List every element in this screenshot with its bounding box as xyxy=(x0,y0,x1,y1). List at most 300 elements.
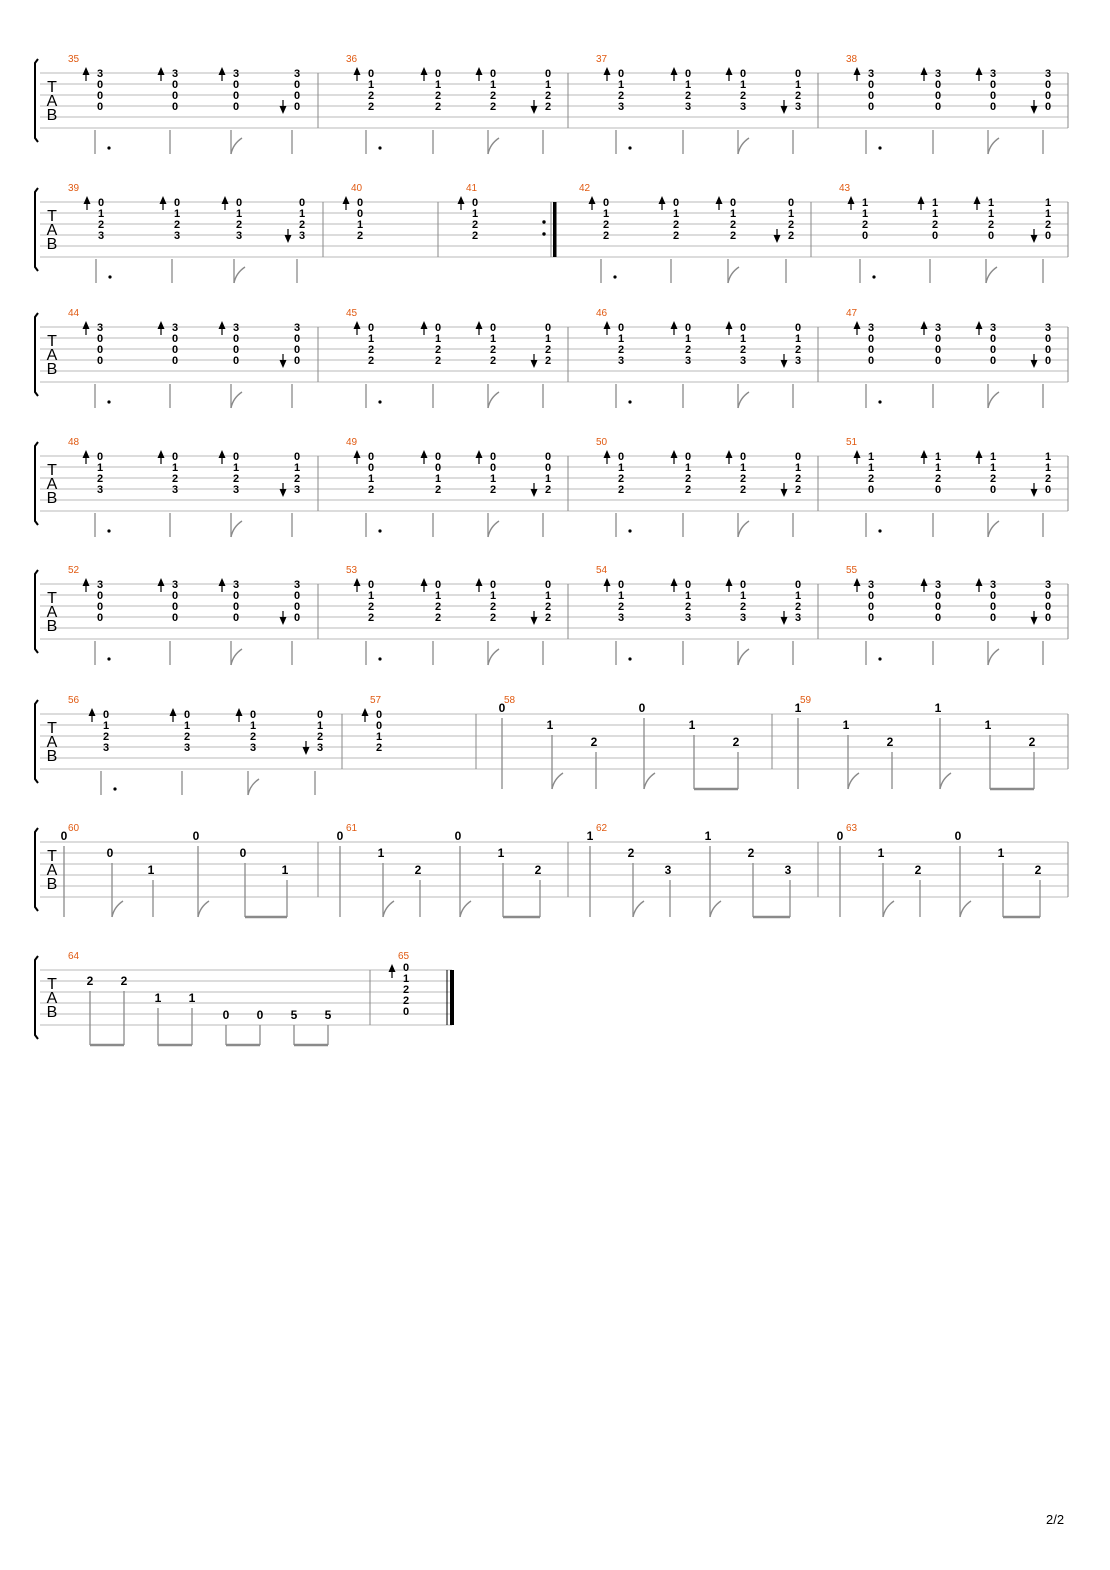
tab-fret-number: 2 xyxy=(544,90,552,102)
tab-fret-number: 3 xyxy=(989,322,997,334)
dotted-rhythm-dot xyxy=(378,146,381,149)
tab-fret-number: 2 xyxy=(120,974,128,988)
tab-fret-number: 1 xyxy=(672,208,680,220)
tab-fret-number: 0 xyxy=(1044,601,1052,613)
tab-fret-number: 0 xyxy=(1044,344,1052,356)
eighth-flag xyxy=(644,773,655,789)
tab-fret-number: 3 xyxy=(1044,579,1052,591)
system-bracket xyxy=(35,956,38,1039)
tab-fret-number: 1 xyxy=(861,197,869,209)
tab-fret-number: 0 xyxy=(1044,484,1052,496)
tab-fret-number: 0 xyxy=(367,68,375,80)
tab-clef-letter: A xyxy=(46,222,58,239)
measure-number: 52 xyxy=(68,565,80,576)
tab-fret-number: 0 xyxy=(867,601,875,613)
tab-fret-number: 2 xyxy=(672,219,680,231)
tab-fret-number: 2 xyxy=(672,230,680,242)
tab-fret-number: 0 xyxy=(934,101,942,113)
tab-fret-number: 0 xyxy=(861,230,869,242)
tab-fret-number: 0 xyxy=(989,590,997,602)
strum-up-arrow-icon xyxy=(671,321,678,329)
tab-fret-number: 1 xyxy=(489,79,497,91)
tab-fret-number: 0 xyxy=(867,484,875,496)
strum-up-arrow-icon xyxy=(158,578,165,586)
tab-fret-number: 0 xyxy=(434,462,442,474)
tab-fret-number: 0 xyxy=(102,709,110,721)
tab-fret-number: 0 xyxy=(173,197,181,209)
strum-up-arrow-icon xyxy=(604,450,611,458)
tab-fret-number: 1 xyxy=(188,991,196,1005)
dotted-rhythm-dot xyxy=(107,657,110,660)
measure-number: 64 xyxy=(68,951,80,962)
tab-fret-number: 0 xyxy=(402,1006,410,1018)
tab-fret-number: 0 xyxy=(336,829,344,843)
tab-fret-number: 1 xyxy=(367,79,375,91)
tab-fret-number: 0 xyxy=(60,829,68,843)
tab-fret-number: 2 xyxy=(729,230,737,242)
tab-fret-number: 2 xyxy=(86,974,94,988)
tab-fret-number: 2 xyxy=(489,612,497,624)
tab-fret-number: 2 xyxy=(356,230,364,242)
strum-up-arrow-icon xyxy=(354,321,361,329)
tab-fret-number: 2 xyxy=(489,90,497,102)
tab-fret-number: 0 xyxy=(356,197,364,209)
tab-fret-number: 0 xyxy=(232,601,240,613)
tab-fret-number: 1 xyxy=(96,462,104,474)
strum-down-arrow-icon xyxy=(781,617,788,625)
tab-fret-number: 2 xyxy=(931,219,939,231)
tab-fret-number: 0 xyxy=(293,90,301,102)
tab-fret-number: 0 xyxy=(489,579,497,591)
eighth-flag xyxy=(234,267,245,283)
measure-number: 53 xyxy=(346,565,358,576)
tab-fret-number: 0 xyxy=(256,1008,264,1022)
tab-fret-number: 2 xyxy=(617,601,625,613)
tab-fret-number: 3 xyxy=(934,322,942,334)
tab-fret-number: 2 xyxy=(434,612,442,624)
tab-fret-number: 2 xyxy=(739,601,747,613)
tab-fret-number: 2 xyxy=(794,473,802,485)
measure-number: 50 xyxy=(596,437,608,448)
tab-clef-letter: T xyxy=(47,976,57,993)
system-bracket xyxy=(35,570,38,653)
tab-fret-number: 2 xyxy=(402,995,410,1007)
strum-up-arrow-icon xyxy=(354,67,361,75)
dotted-rhythm-dot xyxy=(108,275,111,278)
strum-up-arrow-icon xyxy=(671,450,678,458)
tab-fret-number: 0 xyxy=(739,68,747,80)
eighth-flag xyxy=(460,901,471,917)
strum-down-arrow-icon xyxy=(531,360,538,368)
tab-fret-number: 0 xyxy=(232,355,240,367)
tab-fret-number: 2 xyxy=(375,742,383,754)
tab-fret-number: 3 xyxy=(232,68,240,80)
tab-clef-letter: A xyxy=(46,990,58,1007)
strum-up-arrow-icon xyxy=(219,578,226,586)
tab-fret-number: 0 xyxy=(989,484,997,496)
strum-up-arrow-icon xyxy=(84,196,91,204)
strum-up-arrow-icon xyxy=(854,321,861,329)
strum-up-arrow-icon xyxy=(219,321,226,329)
tab-fret-number: 2 xyxy=(293,473,301,485)
tab-fret-number: 2 xyxy=(489,344,497,356)
tab-fret-number: 0 xyxy=(96,79,104,91)
tab-fret-number: 3 xyxy=(235,230,243,242)
tab-fret-number: 5 xyxy=(324,1008,332,1022)
system-bracket xyxy=(35,442,38,525)
tab-fret-number: 0 xyxy=(171,590,179,602)
tab-fret-number: 2 xyxy=(729,219,737,231)
strum-up-arrow-icon xyxy=(236,708,243,716)
tab-fret-number: 0 xyxy=(934,601,942,613)
eighth-flag xyxy=(728,267,739,283)
repeat-dot xyxy=(542,220,545,223)
tab-fret-number: 1 xyxy=(367,590,375,602)
tab-fret-number: 2 xyxy=(489,601,497,613)
tab-fret-number: 0 xyxy=(934,344,942,356)
tab-fret-number: 0 xyxy=(544,322,552,334)
tab-fret-number: 2 xyxy=(434,101,442,113)
tab-fret-number: 0 xyxy=(1044,590,1052,602)
strum-down-arrow-icon xyxy=(285,235,292,243)
tab-fret-number: 1 xyxy=(375,731,383,743)
tab-fret-number: 0 xyxy=(192,829,200,843)
eighth-flag xyxy=(248,779,259,795)
tab-fret-number: 0 xyxy=(96,90,104,102)
tab-fret-number: 3 xyxy=(867,68,875,80)
tab-fret-number: 0 xyxy=(471,197,479,209)
tab-clef-letter: B xyxy=(46,361,58,378)
tab-fret-number: 1 xyxy=(617,590,625,602)
tab-fret-number: 0 xyxy=(1044,230,1052,242)
tab-fret-number: 1 xyxy=(934,451,942,463)
strum-up-arrow-icon xyxy=(219,67,226,75)
tab-clef-letter: T xyxy=(47,720,57,737)
tab-fret-number: 3 xyxy=(617,612,625,624)
tab-fret-number: 0 xyxy=(434,579,442,591)
eighth-flag xyxy=(552,773,563,789)
tab-fret-number: 0 xyxy=(544,68,552,80)
tab-fret-number: 0 xyxy=(367,462,375,474)
tab-fret-number: 3 xyxy=(171,68,179,80)
tab-fret-number: 0 xyxy=(989,333,997,345)
tab-fret-number: 0 xyxy=(934,484,942,496)
tab-fret-number: 3 xyxy=(784,863,792,877)
tab-fret-number: 1 xyxy=(617,462,625,474)
dotted-rhythm-dot xyxy=(628,529,631,532)
tab-fret-number: 1 xyxy=(931,197,939,209)
eighth-flag xyxy=(738,138,749,154)
strum-down-arrow-icon xyxy=(1031,360,1038,368)
tab-clef-letter: T xyxy=(47,848,57,865)
tab-fret-number: 1 xyxy=(1044,462,1052,474)
tab-fret-number: 1 xyxy=(367,333,375,345)
strum-up-arrow-icon xyxy=(726,67,733,75)
tab-fret-number: 1 xyxy=(877,846,885,860)
tab-fret-number: 2 xyxy=(861,219,869,231)
strum-down-arrow-icon xyxy=(1031,617,1038,625)
measure-number: 57 xyxy=(370,695,382,706)
tab-fret-number: 2 xyxy=(171,473,179,485)
tab-fret-number: 1 xyxy=(987,197,995,209)
tab-fret-number: 3 xyxy=(232,322,240,334)
tab-fret-number: 0 xyxy=(617,322,625,334)
eighth-flag xyxy=(231,649,242,665)
strum-up-arrow-icon xyxy=(659,196,666,204)
tab-fret-number: 3 xyxy=(293,322,301,334)
tab-fret-number: 0 xyxy=(489,462,497,474)
measure-number: 39 xyxy=(68,183,80,194)
tab-fret-number: 3 xyxy=(171,322,179,334)
tab-fret-number: 0 xyxy=(684,322,692,334)
tab-fret-number: 0 xyxy=(954,829,962,843)
strum-up-arrow-icon xyxy=(362,708,369,716)
tab-fret-number: 3 xyxy=(293,68,301,80)
eighth-flag xyxy=(488,649,499,665)
tab-fret-number: 0 xyxy=(934,333,942,345)
dotted-rhythm-dot xyxy=(378,657,381,660)
tab-fret-number: 1 xyxy=(987,208,995,220)
system-bracket xyxy=(35,188,38,271)
strum-up-arrow-icon xyxy=(921,450,928,458)
strum-up-arrow-icon xyxy=(854,67,861,75)
tab-fret-number: 3 xyxy=(617,355,625,367)
tab-fret-number: 2 xyxy=(249,731,257,743)
tab-fret-number: 0 xyxy=(867,333,875,345)
tab-fret-number: 0 xyxy=(375,709,383,721)
measure-number: 42 xyxy=(579,183,591,194)
tab-fret-number: 2 xyxy=(434,484,442,496)
eighth-flag xyxy=(231,521,242,537)
tab-fret-number: 1 xyxy=(989,462,997,474)
tab-clef-letter: B xyxy=(46,748,58,765)
tab-fret-number: 0 xyxy=(989,90,997,102)
tab-fret-number: 0 xyxy=(232,333,240,345)
strum-down-arrow-icon xyxy=(781,106,788,114)
eighth-flag xyxy=(488,392,499,408)
strum-up-arrow-icon xyxy=(589,196,596,204)
tab-fret-number: 3 xyxy=(96,68,104,80)
tab-fret-number: 3 xyxy=(794,355,802,367)
tab-fret-number: 0 xyxy=(489,322,497,334)
measure-number: 58 xyxy=(504,695,516,706)
tab-fret-number: 5 xyxy=(290,1008,298,1022)
strum-up-arrow-icon xyxy=(976,67,983,75)
tab-fret-number: 2 xyxy=(684,90,692,102)
strum-down-arrow-icon xyxy=(280,617,287,625)
tab-fret-number: 1 xyxy=(867,451,875,463)
tab-fret-number: 1 xyxy=(739,462,747,474)
tab-fret-number: 2 xyxy=(367,484,375,496)
tab-fret-number: 0 xyxy=(934,90,942,102)
tab-fret-number: 2 xyxy=(787,230,795,242)
tab-fret-number: 3 xyxy=(1044,68,1052,80)
eighth-flag xyxy=(710,901,721,917)
tab-fret-number: 0 xyxy=(1044,355,1052,367)
tab-fret-number: 2 xyxy=(298,219,306,231)
tab-fret-number: 2 xyxy=(367,612,375,624)
strum-up-arrow-icon xyxy=(726,450,733,458)
tab-fret-number: 3 xyxy=(183,742,191,754)
tab-fret-number: 0 xyxy=(934,355,942,367)
tab-fret-number: 0 xyxy=(867,90,875,102)
tab-clef-letter: T xyxy=(47,208,57,225)
eighth-flag xyxy=(960,901,971,917)
tab-fret-number: 1 xyxy=(434,590,442,602)
tab-fret-number: 0 xyxy=(794,68,802,80)
eighth-flag xyxy=(633,901,644,917)
eighth-flag xyxy=(383,901,394,917)
eighth-flag xyxy=(488,138,499,154)
tab-fret-number: 1 xyxy=(794,79,802,91)
measure-number: 49 xyxy=(346,437,358,448)
tab-fret-number: 0 xyxy=(171,601,179,613)
tab-fret-number: 0 xyxy=(867,612,875,624)
tab-fret-number: 0 xyxy=(617,68,625,80)
tab-fret-number: 1 xyxy=(688,718,696,732)
tab-fret-number: 2 xyxy=(235,219,243,231)
tab-fret-number: 0 xyxy=(293,355,301,367)
tab-fret-number: 2 xyxy=(914,863,922,877)
strum-down-arrow-icon xyxy=(1031,106,1038,114)
final-barline-thick xyxy=(450,970,454,1025)
tab-fret-number: 0 xyxy=(293,101,301,113)
tab-fret-number: 2 xyxy=(96,473,104,485)
tab-fret-number: 2 xyxy=(886,735,894,749)
tab-fret-number: 2 xyxy=(794,344,802,356)
tab-fret-number: 2 xyxy=(934,473,942,485)
strum-up-arrow-icon xyxy=(976,578,983,586)
tab-fret-number: 0 xyxy=(794,451,802,463)
strum-down-arrow-icon xyxy=(280,360,287,368)
system-bracket xyxy=(35,828,38,911)
eighth-flag xyxy=(112,901,123,917)
strum-down-arrow-icon xyxy=(531,106,538,114)
tab-fret-number: 3 xyxy=(684,355,692,367)
tab-fret-number: 2 xyxy=(1028,735,1036,749)
strum-down-arrow-icon xyxy=(280,489,287,497)
tab-fret-number: 2 xyxy=(602,219,610,231)
tab-fret-number: 0 xyxy=(739,322,747,334)
tab-fret-number: 3 xyxy=(684,101,692,113)
tab-fret-number: 2 xyxy=(739,90,747,102)
tab-fret-number: 3 xyxy=(739,612,747,624)
tab-fret-number: 0 xyxy=(232,344,240,356)
tab-clef-letter: T xyxy=(47,333,57,350)
measure-number: 63 xyxy=(846,823,858,834)
tab-fret-number: 2 xyxy=(787,219,795,231)
tab-fret-number: 2 xyxy=(794,484,802,496)
tab-fret-number: 2 xyxy=(987,219,995,231)
tab-fret-number: 1 xyxy=(602,208,610,220)
tab-fret-number: 2 xyxy=(739,484,747,496)
tab-fret-number: 0 xyxy=(367,451,375,463)
tab-fret-number: 0 xyxy=(96,451,104,463)
tab-fret-number: 1 xyxy=(842,718,850,732)
tab-fret-number: 0 xyxy=(222,1008,230,1022)
strum-up-arrow-icon xyxy=(476,67,483,75)
tab-fret-number: 1 xyxy=(931,208,939,220)
tab-fret-number: 3 xyxy=(739,355,747,367)
strum-down-arrow-icon xyxy=(531,489,538,497)
dotted-rhythm-dot xyxy=(878,146,881,149)
tab-fret-number: 1 xyxy=(249,720,257,732)
dotted-rhythm-dot xyxy=(878,529,881,532)
strum-up-arrow-icon xyxy=(604,578,611,586)
tab-fret-number: 0 xyxy=(867,590,875,602)
tab-fret-number: 2 xyxy=(402,984,410,996)
tab-fret-number: 0 xyxy=(989,355,997,367)
strum-up-arrow-icon xyxy=(222,196,229,204)
tab-fret-number: 0 xyxy=(867,355,875,367)
tab-fret-number: 1 xyxy=(316,720,324,732)
measure-number: 44 xyxy=(68,308,80,319)
tab-fret-number: 2 xyxy=(367,344,375,356)
tab-fret-number: 1 xyxy=(434,473,442,485)
tab-fret-number: 3 xyxy=(934,579,942,591)
strum-down-arrow-icon xyxy=(303,747,310,755)
eighth-flag xyxy=(988,521,999,537)
measure-number: 60 xyxy=(68,823,80,834)
tab-fret-number: 0 xyxy=(987,230,995,242)
tab-fret-number: 0 xyxy=(171,344,179,356)
tab-fret-number: 0 xyxy=(232,590,240,602)
tab-fret-number: 3 xyxy=(249,742,257,754)
tab-fret-number: 2 xyxy=(684,484,692,496)
tab-clef-letter: A xyxy=(46,862,58,879)
tab-fret-number: 1 xyxy=(617,79,625,91)
measure-number: 55 xyxy=(846,565,858,576)
tab-fret-number: 2 xyxy=(173,219,181,231)
dotted-rhythm-dot xyxy=(613,275,616,278)
tab-fret-number: 0 xyxy=(617,451,625,463)
strum-up-arrow-icon xyxy=(604,67,611,75)
tab-fret-number: 1 xyxy=(235,208,243,220)
tab-fret-number: 3 xyxy=(664,863,672,877)
strum-up-arrow-icon xyxy=(458,196,465,204)
tab-fret-number: 1 xyxy=(489,333,497,345)
dotted-rhythm-dot xyxy=(628,657,631,660)
eighth-flag xyxy=(738,392,749,408)
tab-fret-number: 1 xyxy=(434,79,442,91)
tab-fret-number: 3 xyxy=(96,484,104,496)
strum-up-arrow-icon xyxy=(918,196,925,204)
tab-fret-number: 1 xyxy=(489,473,497,485)
tab-fret-number: 2 xyxy=(544,612,552,624)
tab-clef-letter: B xyxy=(46,490,58,507)
tab-fret-number: 0 xyxy=(454,829,462,843)
strum-up-arrow-icon xyxy=(219,450,226,458)
dotted-rhythm-dot xyxy=(628,146,631,149)
tab-fret-number: 0 xyxy=(171,79,179,91)
tab-fret-number: 3 xyxy=(989,579,997,591)
tab-fret-number: 1 xyxy=(729,208,737,220)
strum-up-arrow-icon xyxy=(421,321,428,329)
eighth-flag xyxy=(883,901,894,917)
measure-number: 47 xyxy=(846,308,858,319)
tab-fret-number: 0 xyxy=(375,720,383,732)
tab-fret-number: 1 xyxy=(544,590,552,602)
tab-fret-number: 0 xyxy=(489,68,497,80)
dotted-rhythm-dot xyxy=(107,146,110,149)
tab-fret-number: 0 xyxy=(989,101,997,113)
tab-fret-number: 1 xyxy=(1044,197,1052,209)
tab-fret-number: 3 xyxy=(171,579,179,591)
tab-fret-number: 0 xyxy=(867,79,875,91)
strum-up-arrow-icon xyxy=(854,578,861,586)
tab-fret-number: 1 xyxy=(684,79,692,91)
tab-fret-number: 1 xyxy=(684,590,692,602)
